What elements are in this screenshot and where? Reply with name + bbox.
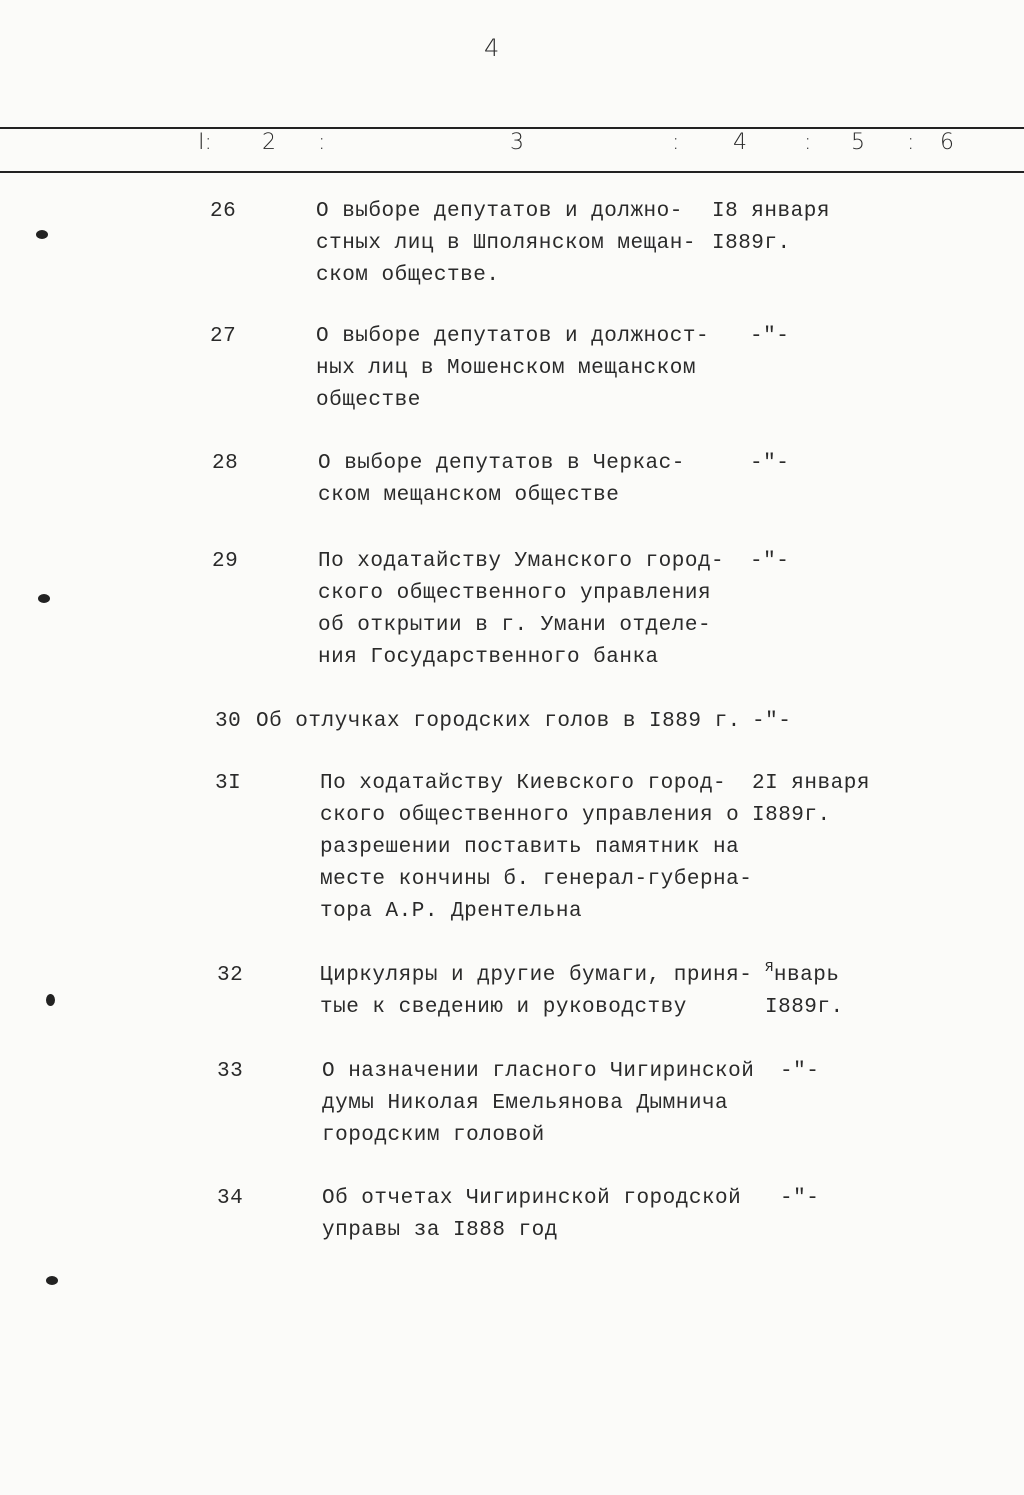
entry-title-line: думы Николая Емельянова Дымнича — [322, 1092, 729, 1115]
entry-title-line: По ходатайству Киевского город- — [320, 772, 727, 795]
column-header-3: 3 — [510, 130, 524, 155]
entry-number: 34 — [217, 1187, 244, 1210]
entry-title-line: тые к сведению и руководству — [320, 996, 687, 1019]
entry-title-line: тора А.Р. Дрентельна — [320, 900, 583, 923]
column-header-1: I: — [198, 130, 212, 155]
entry-number: 32 — [217, 964, 244, 987]
entry-date — [765, 960, 839, 992]
column-header-2: 2 — [262, 130, 276, 155]
entry-date: I889г. — [765, 996, 844, 1019]
entry-title-line: О назначении гласного Чигиринской — [322, 1060, 755, 1083]
punch-hole-mark — [38, 594, 50, 603]
entry-title-line: управы за I888 год — [322, 1219, 558, 1242]
table-header-top-rule — [0, 127, 1024, 129]
page-number: 4 — [484, 34, 500, 62]
entry-title-line: По ходатайству Уманского город- — [318, 550, 725, 573]
column-separator: : — [804, 130, 812, 155]
entry-title-line: О выборе депутатов в Черкас- — [318, 452, 685, 475]
entry-title-line: обществе — [316, 389, 421, 412]
entry-number: 33 — [217, 1060, 244, 1083]
column-separator: : — [672, 130, 680, 155]
entry-title-line: ского общественного управления о — [320, 804, 740, 827]
entry-date: -"- — [750, 452, 790, 475]
punch-hole-mark — [36, 230, 48, 239]
entry-title-line: ском мещанском обществе — [318, 484, 620, 507]
entry-title-line: разрешении поставить памятник на — [320, 836, 740, 859]
entry-title-line: городским головой — [322, 1124, 545, 1147]
entry-title-line: об открытии в г. Умани отделе- — [318, 614, 712, 637]
entry-number: 26 — [210, 200, 237, 223]
entry-date: -"- — [752, 710, 792, 733]
entry-date: -"- — [780, 1187, 820, 1210]
entry-number: 29 — [212, 550, 239, 573]
date-superscript: Я — [765, 960, 774, 976]
entry-date: -"- — [750, 550, 790, 573]
entry-number: 3I — [215, 772, 242, 795]
entry-title-line: Об отлучках городских голов в I889 г. — [256, 710, 741, 733]
date-text: нварь — [773, 964, 840, 987]
column-separator: : — [318, 130, 326, 155]
entry-number: 28 — [212, 452, 239, 475]
entry-date: I8 января — [712, 200, 830, 223]
entry-title-line: Об отчетах Чигиринской городской — [322, 1187, 742, 1210]
entry-title-line: ния Государственного банка — [318, 646, 659, 669]
entry-date: 2I января — [752, 772, 870, 795]
entry-number: 27 — [210, 325, 237, 348]
column-separator: : — [907, 130, 915, 155]
column-header-4: 4 — [733, 130, 747, 155]
entry-title-line: ском обществе. — [316, 264, 500, 287]
entry-date: I889г. — [712, 232, 791, 255]
punch-hole-mark — [46, 994, 55, 1006]
table-header-bottom-rule — [0, 171, 1024, 173]
entry-title-line: стных лиц в Шполянском мещан- — [316, 232, 696, 255]
entry-title-line: О выборе депутатов и должно- — [316, 200, 683, 223]
entry-title-line: О выборе депутатов и должност- — [316, 325, 710, 348]
entry-number: 30 — [215, 710, 242, 733]
entry-date: -"- — [750, 325, 790, 348]
entry-title-line: Циркуляры и другие бумаги, приня- — [320, 964, 753, 987]
entry-title-line: ных лиц в Мошенском мещанском — [316, 357, 696, 380]
entry-date: -"- — [780, 1060, 820, 1083]
entry-date: I889г. — [752, 804, 831, 827]
column-header-5: 5 — [851, 130, 865, 155]
entry-title-line: месте кончины б. генерал-губерна- — [320, 868, 753, 891]
punch-hole-mark — [46, 1276, 58, 1285]
entry-title-line: ского общественного управления — [318, 582, 712, 605]
column-header-6: 6 — [940, 130, 954, 155]
